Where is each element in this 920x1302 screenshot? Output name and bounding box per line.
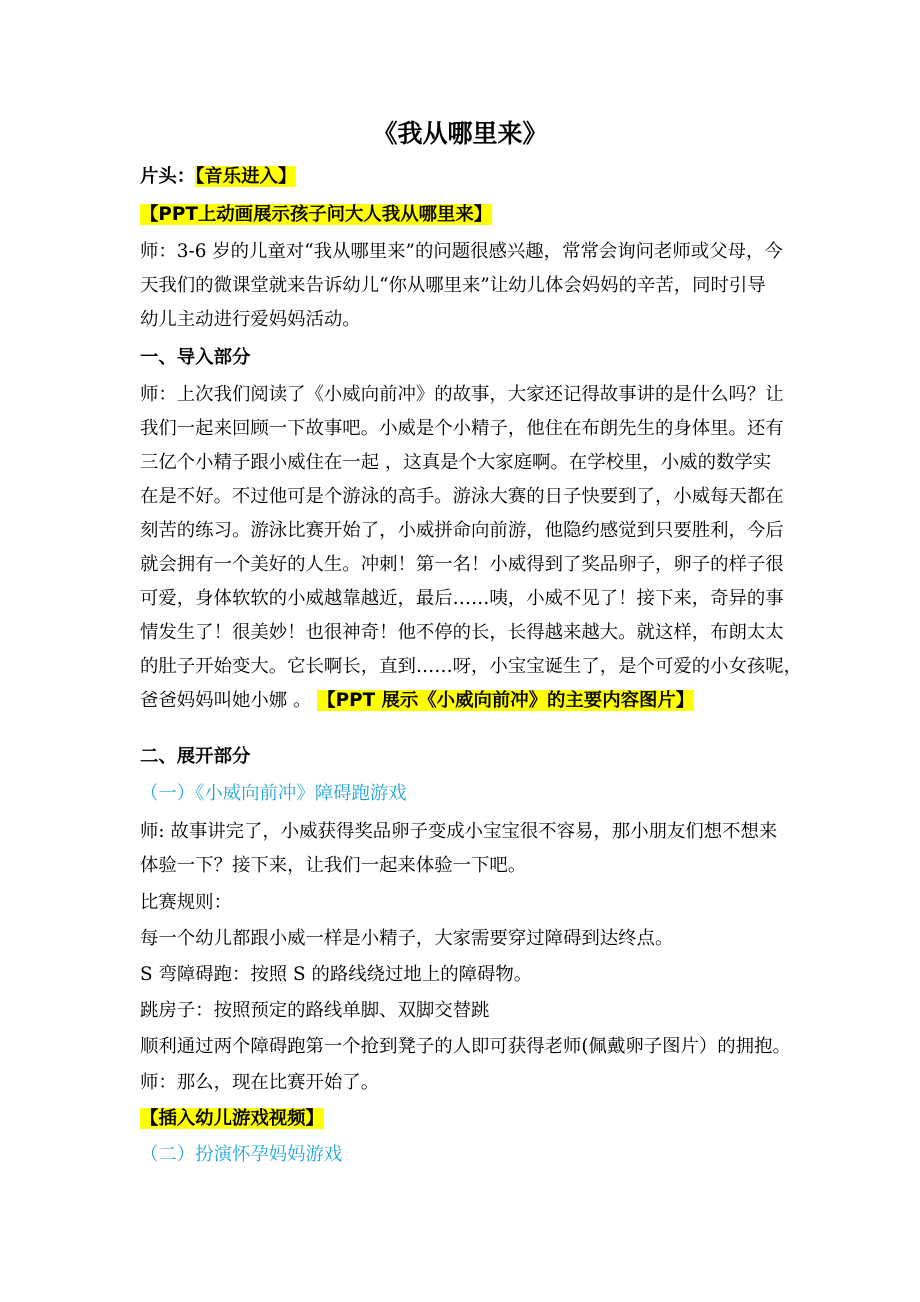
- section1-paragraph: [140, 378, 803, 718]
- rule-item: S 弯障碍跑：按照 S 的路线绕过地上的障碍物。: [140, 964, 533, 985]
- header-label: 片头：: [140, 166, 196, 187]
- sub1-paragraph: [140, 815, 790, 883]
- section1-heading: 一、导入部分: [140, 347, 251, 368]
- paragraph-line: 天我们的微课堂就来告诉幼儿“你从哪里来”让幼儿体会妈妈的辛苦，同时引导: [140, 275, 766, 296]
- paragraph-line: 在是不好。不过他可是个游泳的高手。游泳大赛的日子快要到了，小威每天都在: [140, 486, 784, 507]
- video-line: [140, 1102, 790, 1136]
- rule-item: 顺利通过两个障碍跑第一个抢到凳子的人即可获得老师(佩戴卵子图片）的拥抱。: [140, 1036, 791, 1057]
- paragraph-line: 情发生了！很美妙！也很神奇！他不停的长，长得越来越大。就这样，布朗太太: [140, 622, 784, 643]
- paragraph-line: 刻苦的练习。游泳比赛开始了，小威拼命向前游，他隐约感觉到只要胜利，今后: [140, 520, 784, 541]
- paragraph-line: 师：上次我们阅读了《小威向前冲》的故事，大家还记得故事讲的是什么吗？让: [140, 384, 784, 405]
- paragraph-line: 可爱，身体软软的小威越靠越近，最后……咦，小威不见了！接下来，奇异的事: [140, 588, 784, 609]
- paragraph-line: 师：3-6 岁的儿童对“我从哪里来”的问题很感兴趣，常常会询问老师或父母，今: [140, 241, 783, 262]
- document-title: 《我从哪里来》: [372, 119, 548, 148]
- paragraph-line: 幼儿主动进行爱妈妈活动。: [140, 309, 361, 330]
- sub2-heading: （二）扮演怀孕妈妈游戏: [140, 1144, 343, 1165]
- rule-item: 跳房子：按照预定的路线单脚、双脚交替跳: [140, 1000, 490, 1021]
- paragraph-line: 就会拥有一个美好的人生。冲刺！第一名！小威得到了奖品卵子，卵子的样子很: [140, 554, 784, 575]
- section2-heading: 二、展开部分: [140, 746, 251, 767]
- rules-label: 比赛规则：: [140, 892, 232, 913]
- start-line: 师：那么，现在比赛开始了。: [140, 1072, 380, 1093]
- ppt-intro-line: [140, 198, 790, 232]
- header-line: [140, 160, 790, 194]
- ppt-story-tag: 【PPT 展示《小威向前冲》的主要内容图片】: [317, 690, 695, 711]
- video-tag: 【插入幼儿游戏视频】: [140, 1108, 324, 1129]
- ppt-intro-tag: 【PPT上动画展示孩子问大人我从哪里来】: [140, 204, 493, 225]
- last-line-text: 爸爸妈妈叫她小娜 。: [140, 690, 318, 711]
- paragraph-line: 我们一起来回顾一下故事吧。小威是个小精子，他住在布朗先生的身体里。还有: [140, 418, 784, 439]
- paragraph-line: 的肚子开始变大。它长啊长，直到……呀，小宝宝诞生了，是个可爱的小女孩呢，: [140, 656, 803, 677]
- rule-item: 每一个幼儿都跟小威一样是小精子，大家需要穿过障碍到达终点。: [140, 928, 674, 949]
- music-tag: 【音乐进入】: [195, 166, 297, 187]
- sub1-heading: （一）《小威向前冲》障碍跑游戏: [140, 783, 407, 804]
- paragraph-line: 三亿个小精子跟小威住在一起 ，这真是个大家庭啊。在学校里，小威的数学实: [140, 452, 772, 473]
- paragraph-last-line: [140, 684, 790, 718]
- intro-paragraph: [140, 235, 790, 337]
- paragraph-line: 师: 故事讲完了，小威获得奖品卵子变成小宝宝很不容易，那小朋友们想不想来: [140, 821, 778, 842]
- paragraph-line: 体验一下？接下来，让我们一起来体验一下吧。: [140, 855, 527, 876]
